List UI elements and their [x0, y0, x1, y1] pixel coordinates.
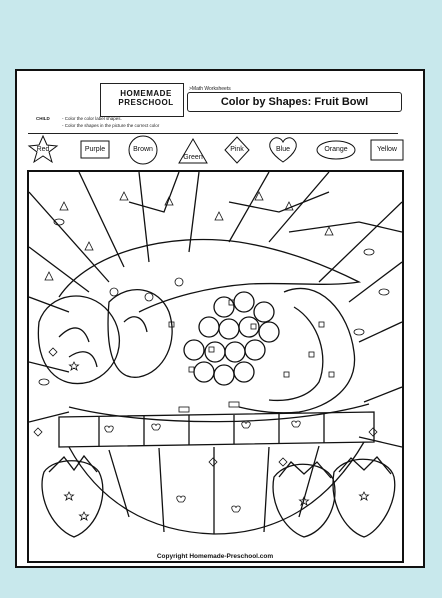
bowl-band-top — [59, 412, 374, 447]
strawberry-left — [42, 461, 103, 537]
fruit-bowl-drawing — [29, 172, 402, 561]
instructions-label: CHILD — [36, 116, 50, 121]
orange-left — [38, 296, 119, 384]
homemade-preschool-logo — [100, 83, 184, 117]
legend-label-brown: Brown — [133, 146, 153, 153]
page-title: Color by Shapes: Fruit Bowl — [187, 92, 402, 112]
legend-label-purple: Purple — [84, 146, 106, 153]
background-lines — [29, 172, 402, 447]
instructions-line-2: - Color the shapes in the picture the correct color — [62, 123, 160, 128]
legend-label-orange: Orange — [324, 146, 348, 153]
pear-left — [108, 290, 172, 378]
breadcrumb[interactable]: >Math Worksheets — [189, 86, 231, 92]
legend-label-pink: Pink — [230, 146, 244, 153]
legend-label-blue: Blue — [275, 146, 290, 153]
banana-right — [239, 288, 355, 412]
copyright-text: Copyright Homemade-Preschool.com — [156, 553, 274, 560]
logo-text: HOMEMADE PRESCHOOL — [118, 89, 174, 107]
fruit-bowl-picture — [27, 170, 404, 563]
grapes — [184, 292, 279, 385]
legend-label-yellow: Yellow — [377, 146, 397, 153]
instructions — [28, 114, 398, 134]
instructions-line-1: - Color the color label shapes. — [62, 116, 122, 121]
leaves-left — [59, 317, 147, 367]
legend-label-red: Red — [36, 146, 50, 153]
bowl-body — [69, 442, 364, 534]
banana-inner — [269, 307, 323, 400]
legend-label-green: Green — [183, 154, 203, 161]
